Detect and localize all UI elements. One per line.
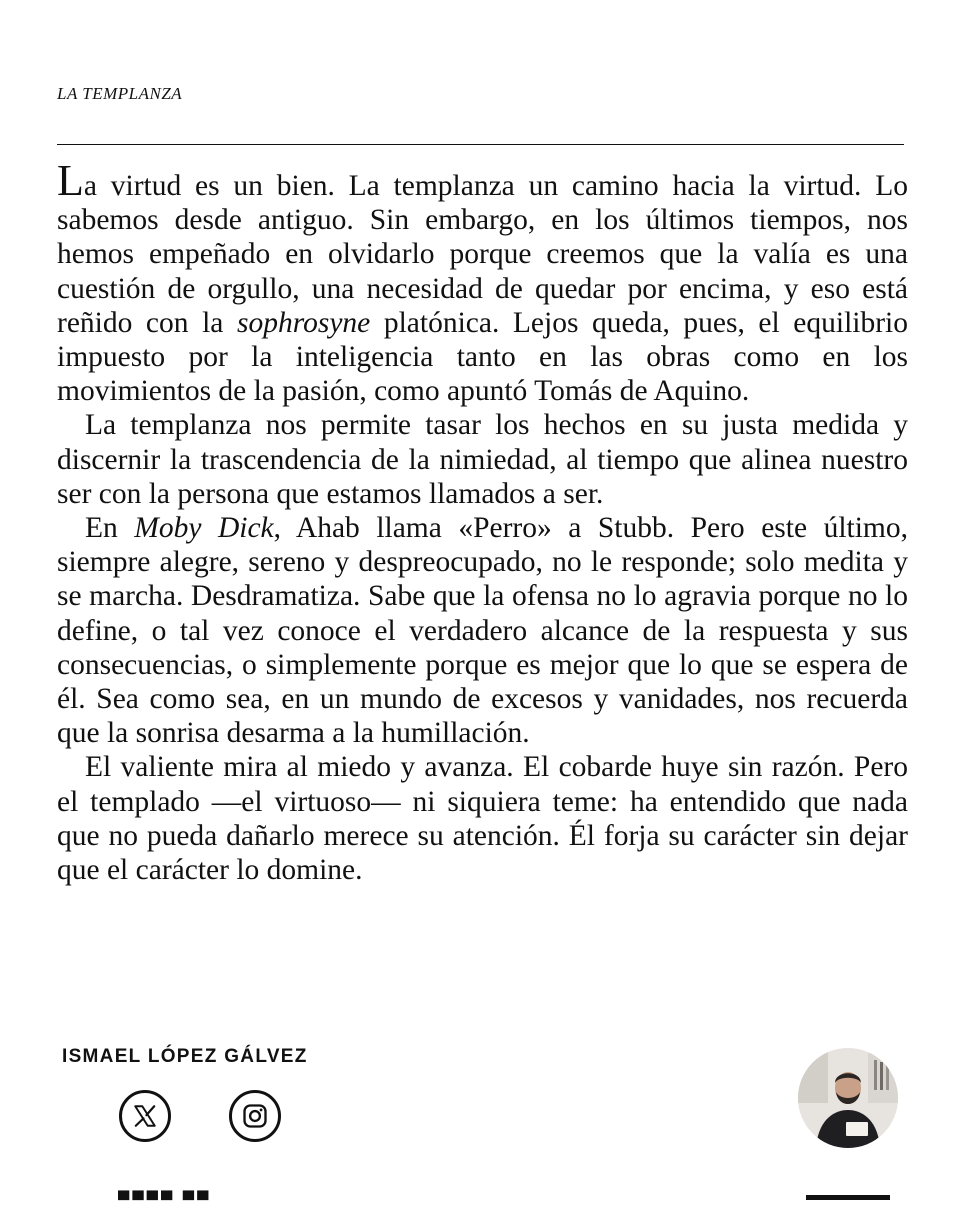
- paragraph-3-text-a: En: [85, 512, 135, 545]
- author-avatar: [798, 1048, 898, 1148]
- paragraph-2: La templanza nos permite tasar los hechos en su justa medida y discernir la trascendencia de la nimiedad, al tiempo que alinea nuestro ser con la persona que estamos llamados a ser.: [57, 409, 908, 510]
- paragraph-3: [57, 511, 908, 750]
- paragraph-1-text-a: a virtud es un bien. La templanza un camino hacia la virtud. Lo sabemos desde antiguo. Sin embargo, en los últimos tiempos, nos hemos empeñado en olvidarlo porque creemos que la valía es una cuestión de orgullo, una necesidad de quedar por encima, y eso está reñido con la: [57, 170, 908, 339]
- paragraph-1: [57, 156, 908, 408]
- header-divider: [57, 144, 904, 145]
- paragraph-3-text-b: , Ahab llama «Perro» a Stubb. Pero este último, siempre alegre, sereno y despreocupado, no le responde; solo medita y se marcha. Desdramatiza. Sabe que la ofensa no lo agravia porque no lo define, o tal vez conoce el verdadero alcance de la respuesta y sus consecuencias, o simplemente porque es mejor que lo que se espera de él. Sea como sea, en un mundo de excesos y vanidades, nos recuerda que la sonrisa desarma a la humillación.: [57, 512, 908, 750]
- paragraph-4: El valiente mira al miedo y avanza. El cobarde huye sin razón. Pero el templado —el virtuoso— ni siquiera teme: ha entendido que nada que no pueda dañarlo merece su atención. Él forja su carácter sin dejar que el carácter lo domine.: [57, 751, 908, 887]
- article-body: [57, 156, 908, 887]
- paragraph-1-text-b: platónica. Lejos queda, pues, el equilibrio impuesto por la inteligencia tanto en las obras como en los movimientos de la pasión, como apuntó Tomás de Aquino.: [57, 306, 908, 408]
- bottom-bar: [806, 1195, 890, 1200]
- instagram-link[interactable]: [229, 1090, 281, 1142]
- x-icon: [132, 1103, 158, 1129]
- avatar-portrait: [798, 1048, 898, 1148]
- paragraph-1-italic: sophrosyne: [236, 306, 371, 339]
- paragraph-3-italic: Moby Dick: [134, 512, 274, 545]
- bottom-cropped-text: ▀▀▀▀ ▀▀: [118, 1192, 212, 1209]
- x-link[interactable]: [119, 1090, 171, 1142]
- section-title: LA TEMPLANZA: [57, 84, 183, 103]
- author-name: ISMAEL LÓPEZ GÁLVEZ: [62, 1046, 308, 1067]
- instagram-icon: [241, 1102, 269, 1130]
- drop-cap: L: [57, 156, 84, 205]
